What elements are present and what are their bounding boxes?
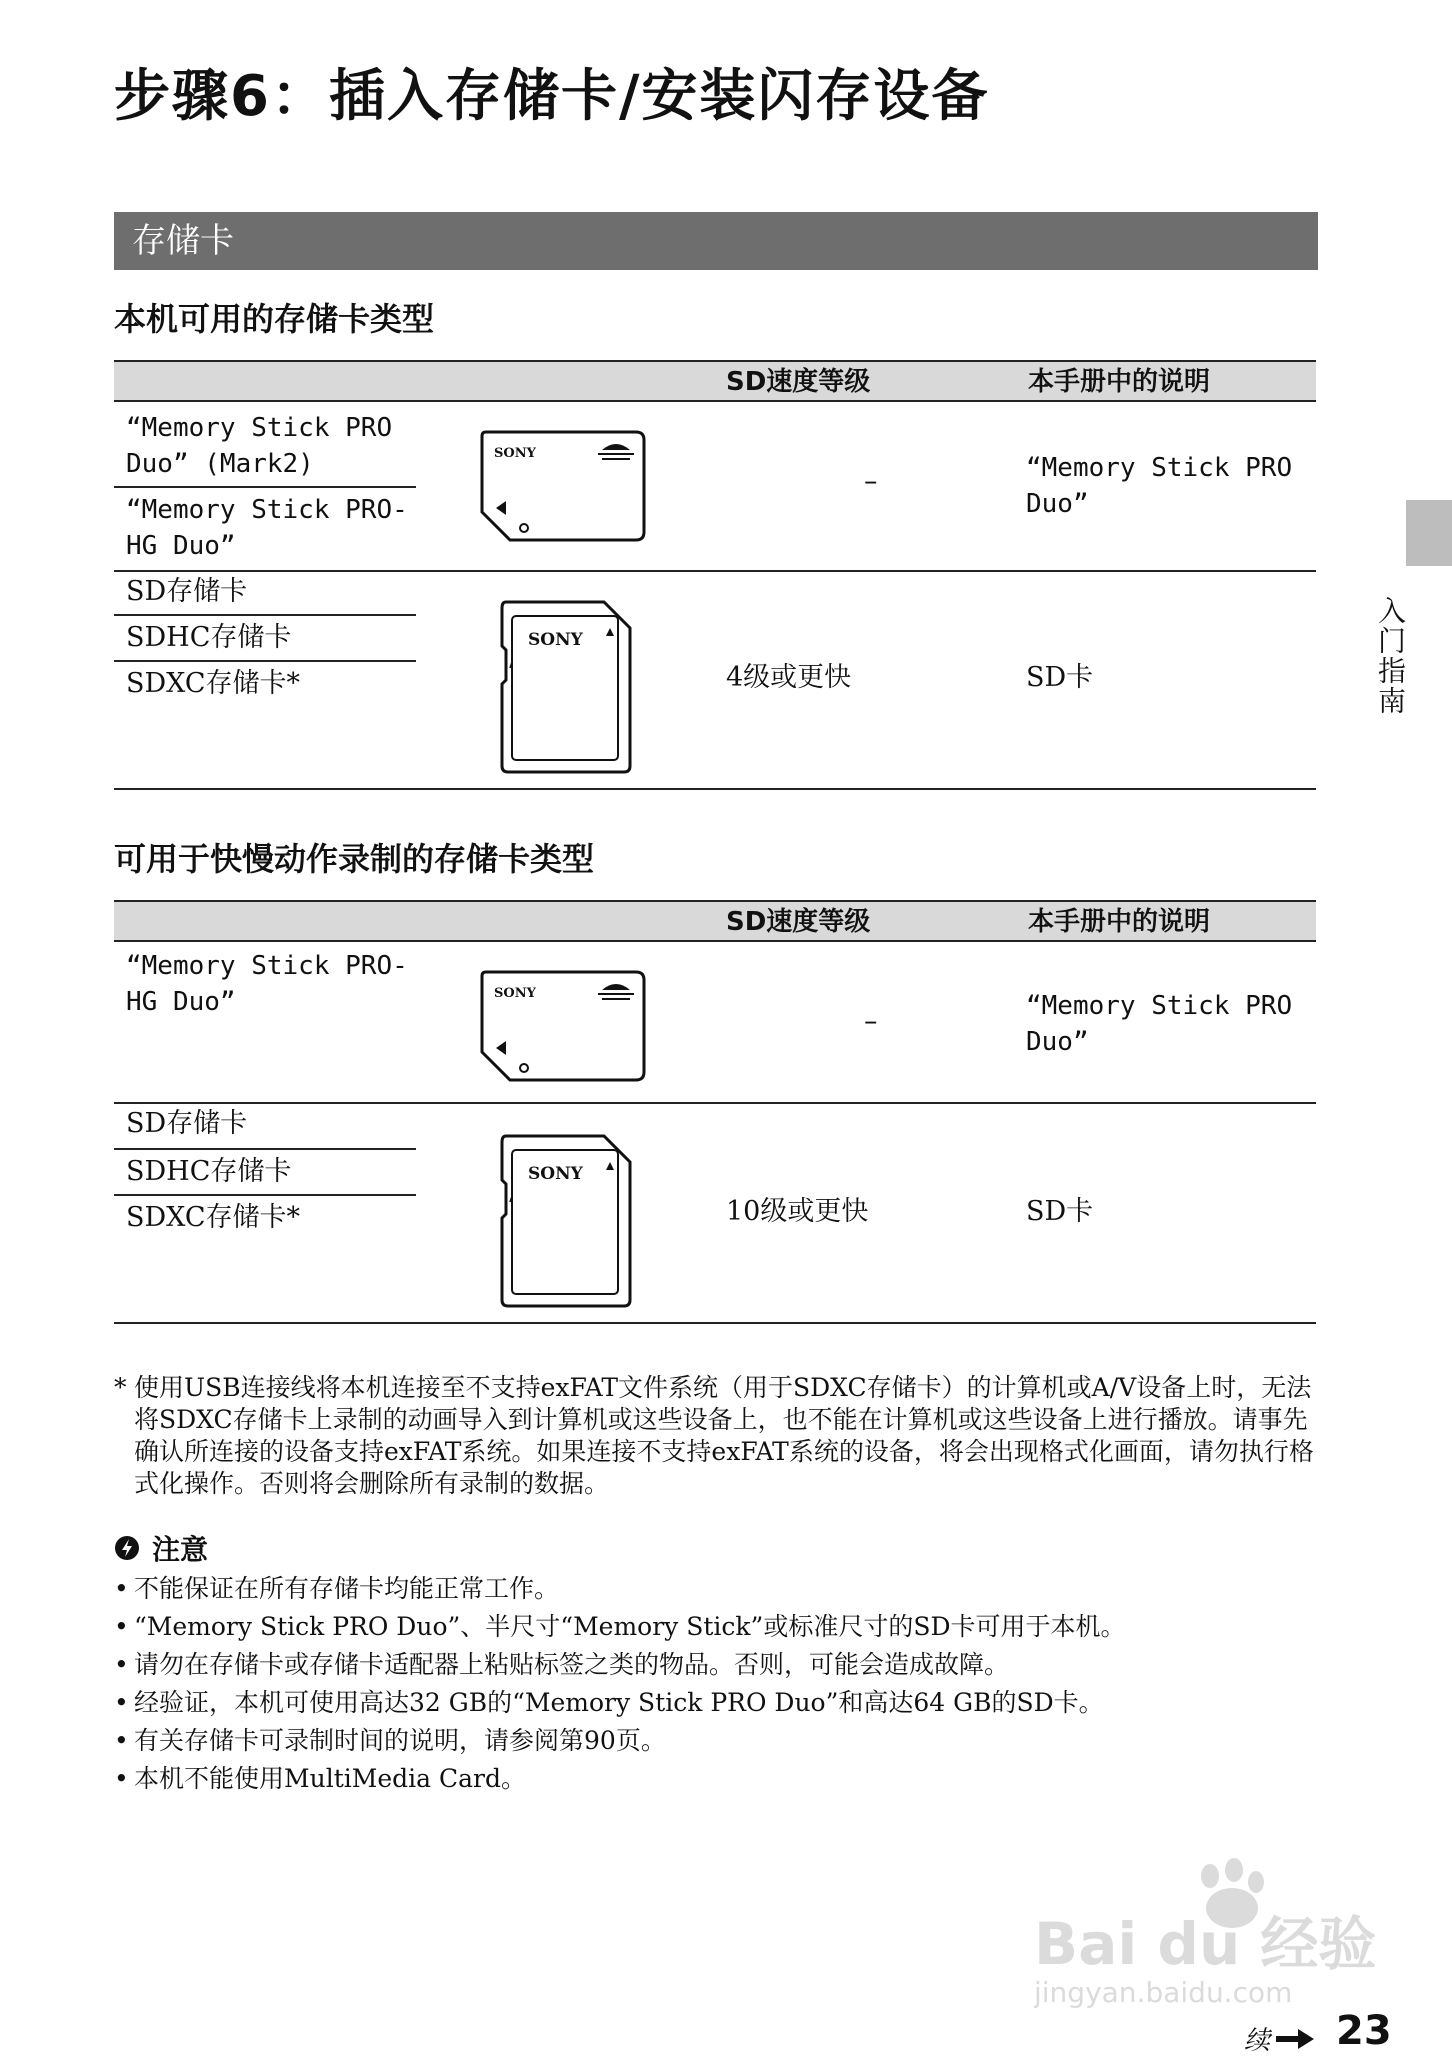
card-name-sdhc: SDHC存储卡 [126,1156,292,1187]
card-logo: SONY [494,446,536,461]
card-table-2 [114,900,1316,1326]
note-item: • “Memory Stick PRO Duo”、半尺寸“Memory Stick”或标准尺寸的SD卡可用于本机。 [114,1608,1334,1646]
section-header-memory-cards: 存储卡 [114,212,1318,270]
card-logo: SONY [494,986,536,1001]
note-item: • 请勿在存储卡或存储卡适配器上粘贴标签之类的物品。否则，可能会造成故障。 [114,1646,1334,1684]
notes-heading [114,1528,208,1568]
sd-card-icon [498,1134,634,1308]
card-name-sdhc: SDHC存储卡 [126,622,292,653]
header-speed-class: SD速度等级 [726,907,871,937]
arrow-right-icon [1276,2029,1314,2049]
page-title: 步骤6：插入存储卡/安装闪存设备 [114,64,990,129]
page-number: 23 [1336,2008,1392,2054]
footnote-text: 使用USB连接线将本机连接至不支持exFAT文件系统（用于SDXC存储卡）的计算机或A/V设备上时，无法将SDXC存储卡上录制的动画导入到计算机或这些设备上，也不能在计算机或这些设备上进行播放。请事先确认所连接的设备支持exFAT系统。如果连接不支持exFAT系统的设备，将会出现格式化画面，请勿执行格式化操作。否则将会删除所有录制的数据。 [134,1373,1314,1498]
table2-heading: 可用于快慢动作录制的存储卡类型 [114,840,595,878]
manual-description-value: SD卡 [1026,1196,1094,1227]
card-name-sd: SD存储卡 [126,576,248,607]
table1-heading: 本机可用的存储卡类型 [114,300,435,338]
card-logo: SONY [528,630,583,650]
footnote-mark: * [114,1373,127,1402]
note-item: • 本机不能使用MultiMedia Card。 [114,1760,1334,1798]
card-name-ms-pro-duo-mark2: “Memory Stick PRO Duo” (Mark2) [126,413,393,479]
side-tab-marker [1406,500,1452,566]
manual-description-value: SD卡 [1026,662,1094,693]
note-item: • 有关存储卡可录制时间的说明，请参阅第90页。 [114,1722,1334,1760]
table-header [114,900,1316,942]
footnote [114,1372,1324,1500]
card-name-sdxc: SDXC存储卡* [126,668,301,699]
watermark-brand: Bai du 经验 [1034,1910,1377,1978]
table-header [114,360,1316,402]
card-name-ms-pro-hg-duo: “Memory Stick PRO-HG Duo” [126,951,408,1017]
manual-description-value: “Memory Stick PRO Duo” [1026,453,1293,519]
watermark-url: jingyan.baidu.com [1034,1976,1293,2009]
notes-heading-label: 注意 [152,1533,209,1566]
manual-description-value: “Memory Stick PRO Duo” [1026,991,1293,1057]
header-speed-class: SD速度等级 [726,367,871,397]
header-manual-description: 本手册中的说明 [1028,367,1211,397]
speed-class-value: 10级或更快 [726,1196,869,1227]
note-item: • 经验证，本机可使用高达32 GB的“Memory Stick PRO Duo”和高达64 GB的SD卡。 [114,1684,1334,1722]
memory-stick-card-icon [476,430,646,542]
baidu-watermark [1034,1852,1394,2012]
continued-indicator [1244,2020,1314,2057]
header-manual-description: 本手册中的说明 [1028,907,1211,937]
memory-stick-card-icon [476,970,646,1082]
speed-class-value: – [864,466,878,497]
note-item: • 不能保证在所有存储卡均能正常工作。 [114,1570,1334,1608]
card-name-sd: SD存储卡 [126,1108,248,1139]
caution-icon [114,1535,140,1561]
card-logo: SONY [528,1164,583,1184]
speed-class-value: – [864,1006,878,1037]
card-name-sdxc: SDXC存储卡* [126,1202,301,1233]
speed-class-value: 4级或更快 [726,662,852,693]
sd-card-icon [498,600,634,774]
card-name-ms-pro-hg-duo: “Memory Stick PRO-HG Duo” [126,495,408,561]
side-chapter-label: 入门指南 [1374,596,1407,716]
notes-list [114,1570,1334,1798]
continued-label: 续 [1244,2026,1271,2056]
card-table-1 [114,360,1316,792]
